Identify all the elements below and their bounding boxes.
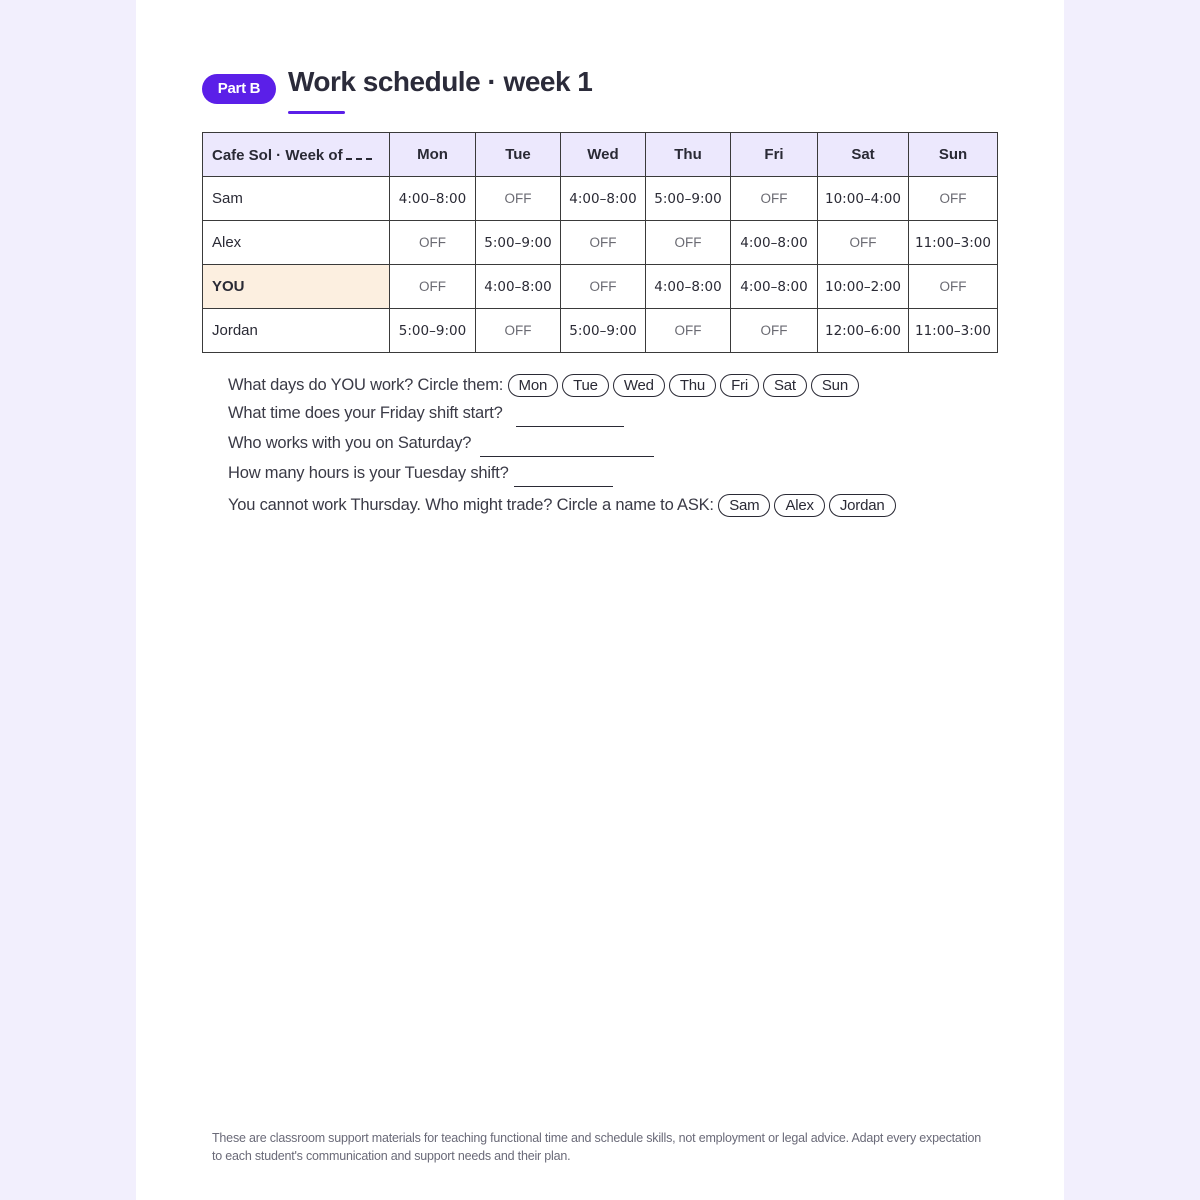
day-option-mon[interactable]: Mon — [508, 374, 559, 397]
day-option-sun[interactable]: Sun — [811, 374, 859, 397]
off-cell: OFF — [731, 309, 818, 353]
day-header: Fri — [731, 133, 818, 177]
employee-name: Sam — [203, 177, 390, 221]
shift-cell: 5:00–9:00 — [390, 309, 476, 353]
page-title: Work schedule · week 1 — [288, 66, 593, 97]
off-cell: OFF — [818, 221, 909, 265]
day-header: Mon — [390, 133, 476, 177]
off-cell: OFF — [731, 177, 818, 221]
day-header: Tue — [476, 133, 561, 177]
off-cell: OFF — [909, 177, 998, 221]
day-header: Sun — [909, 133, 998, 177]
name-options — [718, 496, 899, 514]
question-work-days — [228, 374, 863, 397]
day-header: Sat — [818, 133, 909, 177]
title-underline — [288, 111, 345, 114]
table-header-row — [203, 133, 998, 177]
shift-cell: 4:00–8:00 — [476, 265, 561, 309]
answer-line-saturday-coworker[interactable] — [480, 456, 654, 457]
question-friday-start — [228, 404, 503, 423]
table-corner-label: Cafe Sol · Week of — [203, 133, 390, 177]
footer-disclaimer: These are classroom support materials for teaching functional time and schedule skills, not employment or legal advice. Adapt every expectation to each student's communication and support needs and their plan. — [212, 1131, 982, 1163]
day-option-fri[interactable]: Fri — [720, 374, 759, 397]
table-row — [203, 265, 998, 309]
shift-cell: 4:00–8:00 — [731, 221, 818, 265]
question-text: What days do YOU work? Circle them: — [228, 375, 504, 394]
off-cell: OFF — [646, 309, 731, 353]
off-cell: OFF — [909, 265, 998, 309]
question-saturday-coworker — [228, 434, 471, 453]
off-cell: OFF — [646, 221, 731, 265]
shift-cell: 10:00–2:00 — [818, 265, 909, 309]
employee-name: Alex — [203, 221, 390, 265]
off-cell: OFF — [476, 309, 561, 353]
shift-cell: 4:00–8:00 — [731, 265, 818, 309]
question-thursday-trade — [228, 494, 900, 517]
shift-cell: 4:00–8:00 — [646, 265, 731, 309]
off-cell: OFF — [561, 221, 646, 265]
shift-cell: 4:00–8:00 — [561, 177, 646, 221]
shift-cell: 5:00–9:00 — [561, 309, 646, 353]
shift-cell: 12:00–6:00 — [818, 309, 909, 353]
day-options — [508, 376, 863, 394]
name-option-alex[interactable]: Alex — [774, 494, 824, 517]
shift-cell: 5:00–9:00 — [646, 177, 731, 221]
off-cell: OFF — [390, 221, 476, 265]
part-badge: Part B — [202, 74, 276, 104]
day-option-thu[interactable]: Thu — [669, 374, 716, 397]
question-text: What time does your Friday shift start? — [228, 404, 503, 422]
name-option-sam[interactable]: Sam — [718, 494, 770, 517]
day-option-tue[interactable]: Tue — [562, 374, 609, 397]
off-cell: OFF — [476, 177, 561, 221]
employee-name: Jordan — [203, 309, 390, 353]
day-option-wed[interactable]: Wed — [613, 374, 665, 397]
answer-line-friday-start[interactable] — [516, 426, 624, 427]
week-blank — [346, 146, 372, 160]
table-row — [203, 309, 998, 353]
day-header: Thu — [646, 133, 731, 177]
employee-name: YOU — [203, 265, 390, 309]
off-cell: OFF — [390, 265, 476, 309]
answer-line-tuesday-hours[interactable] — [514, 486, 613, 487]
question-tuesday-hours — [228, 464, 509, 483]
day-option-sat[interactable]: Sat — [763, 374, 807, 397]
shift-cell: 11:00–3:00 — [909, 221, 998, 265]
shift-cell: 10:00–4:00 — [818, 177, 909, 221]
name-option-jordan[interactable]: Jordan — [829, 494, 896, 517]
shift-cell: 4:00–8:00 — [390, 177, 476, 221]
shift-cell: 11:00–3:00 — [909, 309, 998, 353]
table-row — [203, 177, 998, 221]
schedule-table — [202, 132, 998, 353]
question-text: How many hours is your Tuesday shift? — [228, 464, 509, 482]
question-text: You cannot work Thursday. Who might trade? Circle a name to ASK: — [228, 495, 714, 514]
worksheet-page — [136, 0, 1064, 1200]
day-header: Wed — [561, 133, 646, 177]
off-cell: OFF — [561, 265, 646, 309]
question-text: Who works with you on Saturday? — [228, 434, 472, 452]
shift-cell: 5:00–9:00 — [476, 221, 561, 265]
table-row — [203, 221, 998, 265]
